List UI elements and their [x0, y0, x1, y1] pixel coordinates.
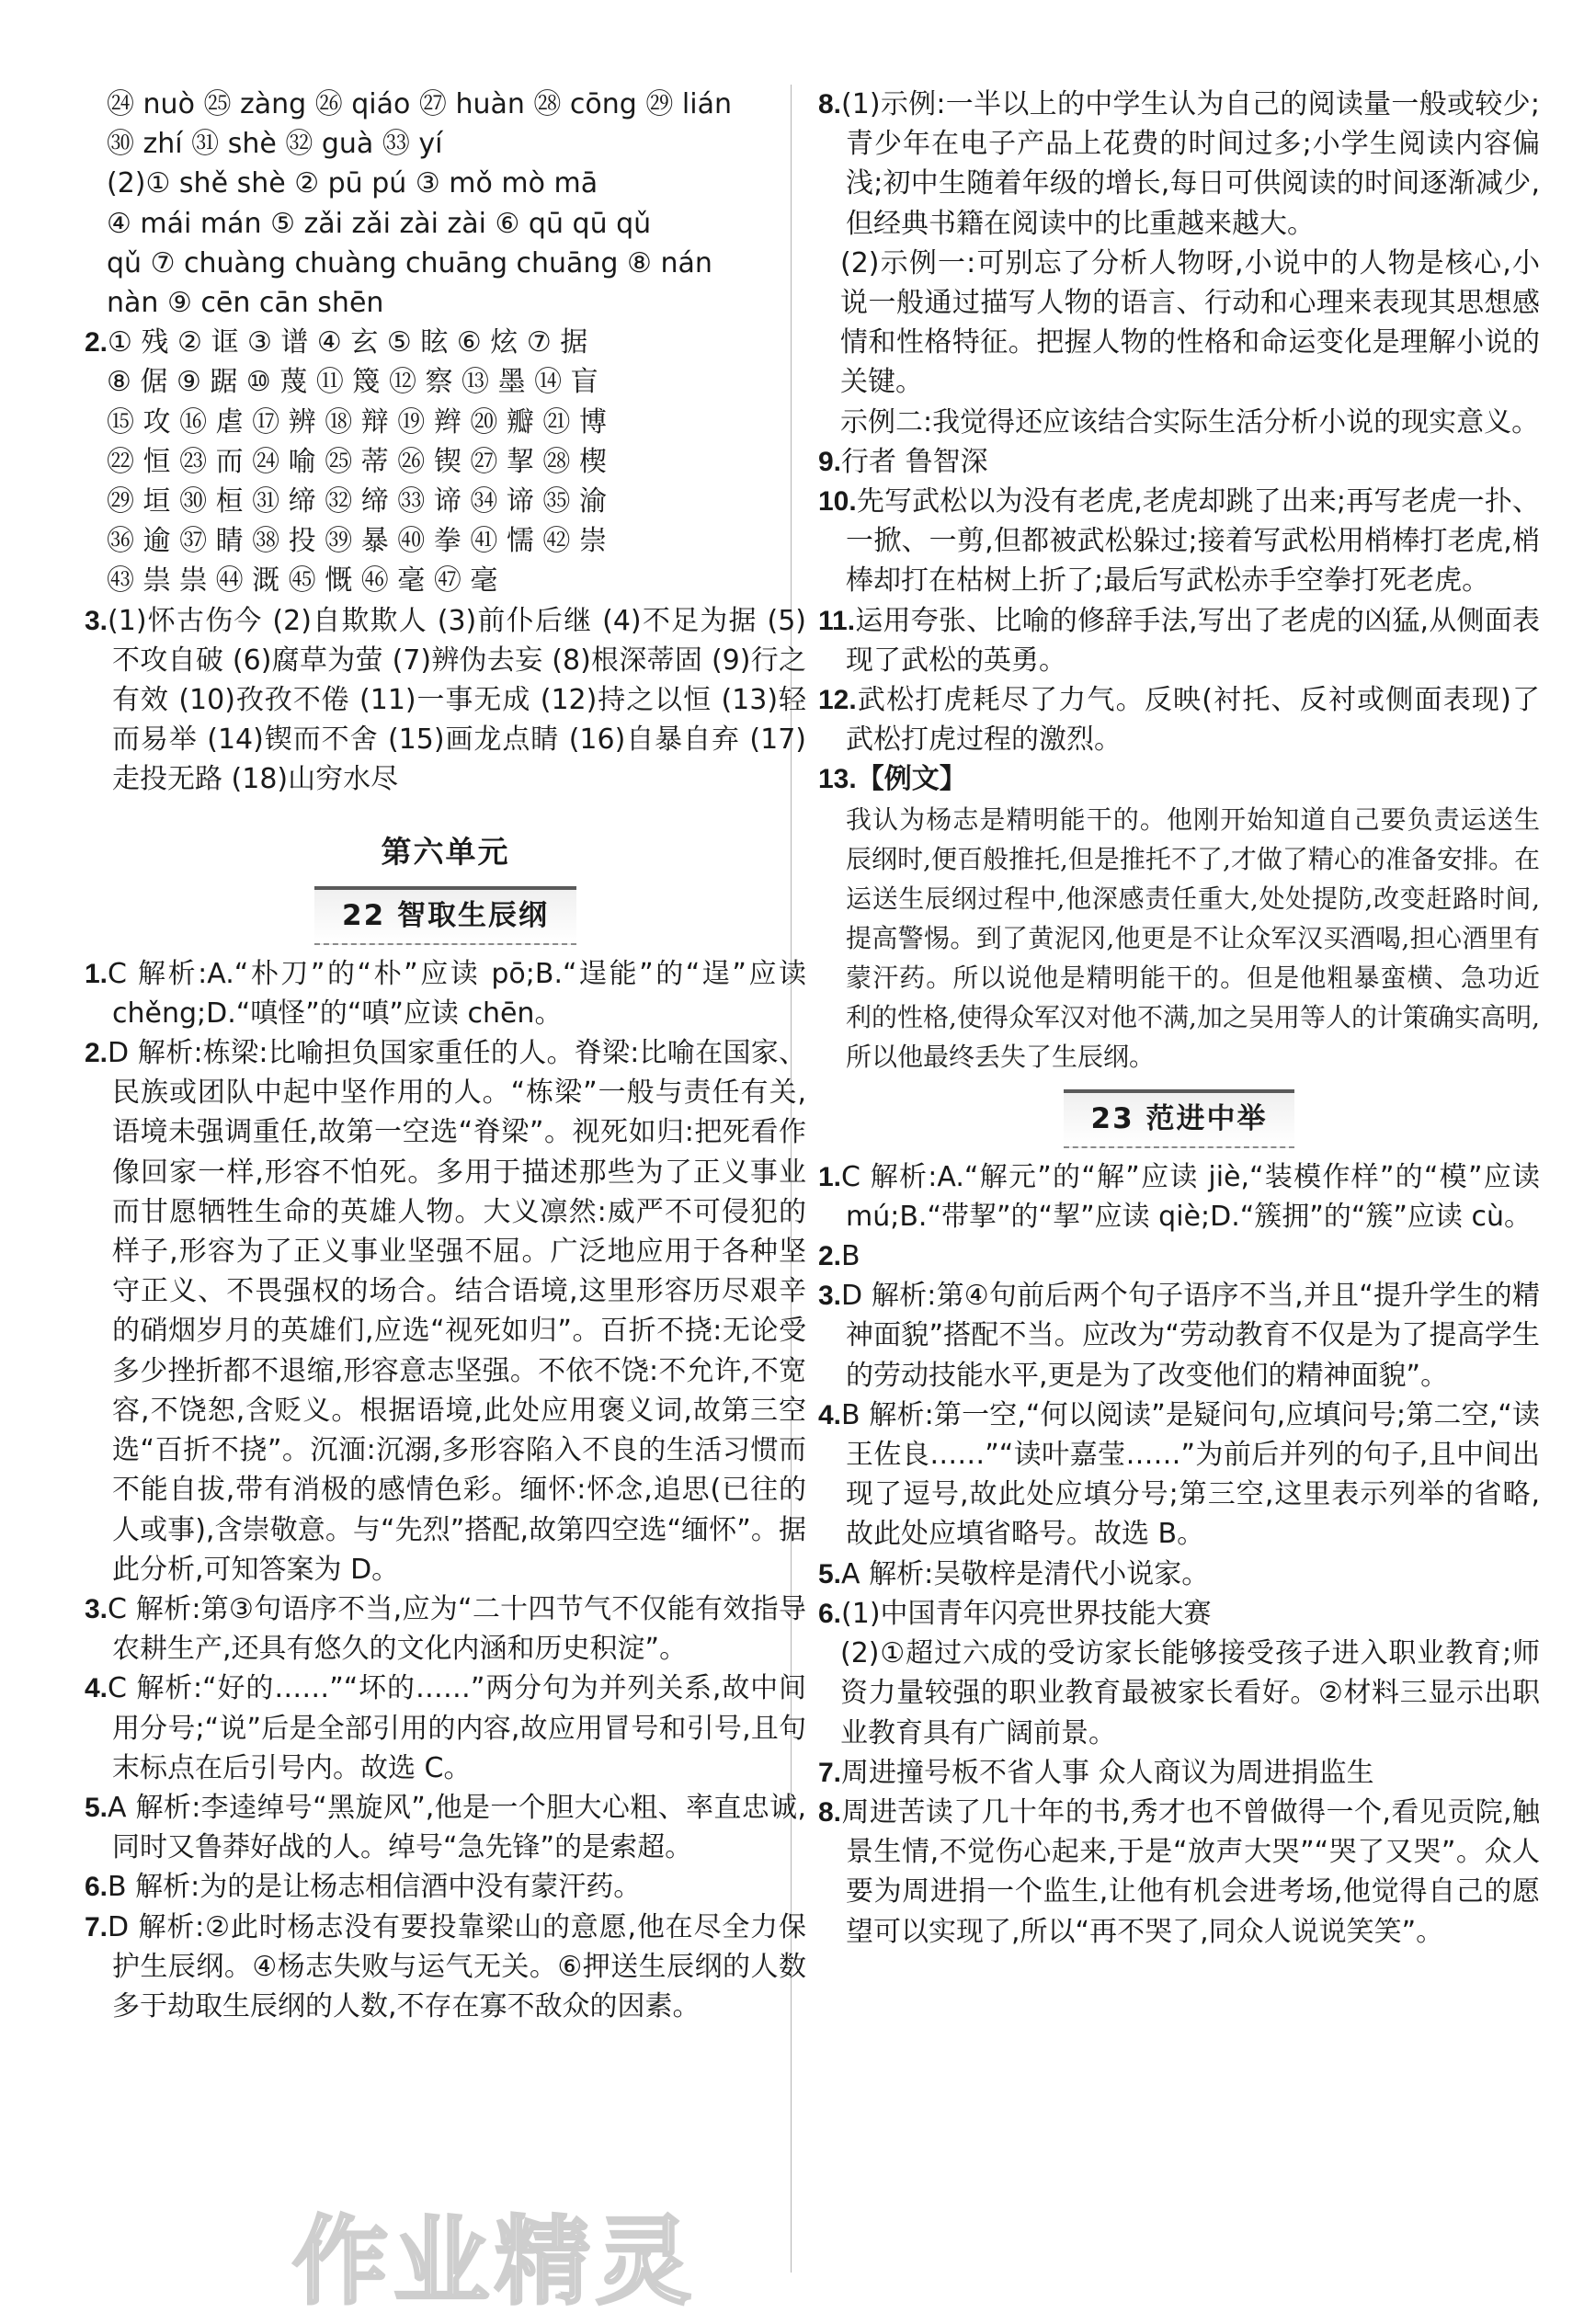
answer-item: 1.C 解析:A.“朴刀”的“朴”应读 pō;B.“逞能”的“逞”应读 chěng;D.“嗔怪”的“嗔”应读 chēn。 [85, 957, 806, 1030]
lesson-23-header [818, 1089, 1540, 1148]
answer-item: (2)①超过六成的受访家长能够接受孩子进入职业教育;师资力量较强的职业教育最被家长看好。②材料三显示出职业教育具有广阔前景。 [840, 1637, 1540, 1749]
answer-item: 4.C 解析:“好的……”“坏的……”两分句为并列关系,故中间用分号;“说”后是全部引用的内容,故应用冒号和引号,且句末标点在后引号内。故选 C。 [85, 1672, 806, 1784]
question-number: 3. [85, 605, 108, 636]
pinyin-line: ㉔ nuò ㉕ zàng ㉖ qiáo ㉗ huàn ㉘ cōng ㉙ lián [107, 88, 732, 120]
unit-title: 第六单元 [381, 833, 510, 870]
left-column [85, 85, 806, 2026]
answer-item: 1.C 解析:A.“解元”的“解”应读 jiè,“装模作样”的“模”应读 mú;B.“带挈”的“挈”应读 qiè;D.“簇拥”的“簇”应读 cù。 [818, 1160, 1540, 1233]
answer-item: 9.行者 鲁智深 [818, 445, 988, 478]
char-line: 2.① 残 ② 诓 ③ 谱 ④ 玄 ⑤ 眩 ⑥ 炫 ⑦ 据 [85, 326, 588, 359]
char-line: ㉙ 垣 ㉚ 桓 ㉛ 缔 ㉜ 缔 ㉝ 谛 ㉞ 谛 ㉟ 渝 [107, 485, 607, 518]
answer-item: 2.D 解析:栋梁:比喻担负国家重任的人。脊梁:比喻在国家、民族或团队中起中坚作用的人。“栋梁”一般与责任有关,语境未强调重任,故第一空选“脊梁”。视死如归:把死看作像回家一样,形容不怕死。多用于描述那些为了正义事业而甘愿牺牲生命的英雄人物。大义凛然:威严不可侵犯的样子,形容为了正义事业坚强不屈。广泛地应用于各种坚守正义、不畏强权的场合。结合语境,这里形容历尽艰辛的硝烟岁月的英雄们,应选“视死如归”。百折不挠:无论受多少挫折都不退缩,形容意志坚强。不依不饶:不允许,不宽容,不饶恕,含贬义。根据语境,此处应用褒义词,故第三空选“百折不挠”。沉湎:沉溺,多形容陷入不良的生活习惯而不能自拔,带有消极的感情色彩。缅怀:怀念,追思(已往的人或事),含崇敬意。与“先烈”搭配,故第四空选“缅怀”。据此分析,可知答案为 D。 [85, 1037, 806, 1586]
answer-item: 6.(1)中国青年闪亮世界技能大赛 [818, 1597, 1212, 1630]
answer-item: 12.武松打虎耗尽了力气。反映(衬托、反衬或侧面表现)了武松打虎过程的激烈。 [818, 684, 1540, 757]
answer-item: 13.【例文】 [818, 764, 967, 795]
char-line: ⑮ 攻 ⑯ 虐 ⑰ 辨 ⑱ 辩 ⑲ 辫 ⑳ 瓣 ㉑ 博 [107, 405, 607, 439]
lesson-title: 23 范进中举 [1064, 1089, 1295, 1148]
pinyin-line: (2)① shě shè ② pū pú ③ mǒ mò mā [107, 167, 598, 200]
lesson-21-answers [818, 85, 1540, 800]
char-line: ㉒ 恒 ㉓ 而 ㉔ 喻 ㉕ 蒂 ㉖ 锲 ㉗ 挈 ㉘ 楔 [107, 445, 607, 478]
question-2-block [85, 323, 806, 600]
answer-item: 6.B 解析:为的是让杨志相信酒中没有蒙汗药。 [85, 1871, 642, 1904]
lesson-23-answers [818, 1157, 1540, 1952]
answer-item: 8.周进苦读了几十年的书,秀才也不曾做得一个,看见贡院,触景生情,不觉伤心起来,于是“放声大哭”“哭了又哭”。众人要为周进捐一个监生,让他有机会进考场,他觉得自己的愿望可以实现了,所以“再不哭了,同众人说说笑笑”。 [818, 1795, 1540, 1948]
pinyin-line: qǔ ⑦ chuàng chuàng chuāng chuāng ⑧ nán [107, 246, 712, 279]
lesson-title: 22 智取生辰纲 [314, 886, 576, 945]
answer-item: 4.B 解析:第一空,“何以阅读”是疑问句,应填问号;第二空,“读王佐良……”“读叶嘉莹……”为前后并列的句子,且中间出现了逗号,故此处应填分号;第三空,这里表示列举的省略,故此处应填省略号。故选 B。 [818, 1398, 1540, 1551]
right-column [818, 85, 1540, 1952]
watermark-logo: 作业精灵 [292, 2205, 698, 2318]
example-essay: 我认为杨志是精明能干的。他刚开始知道自己要负责运送生辰纲时,便百般推托,但是推托不了,才做了精心的准备安排。在运送生辰纲过程中,他深感责任重大,处处提防,改变赶路时间,提高警惕。到了黄泥冈,他更是不让众军汉买酒喝,担心酒里有蒙汗药。所以说他是精明能干的。但是他粗暴蛮横、急功近利的性格,使得众军汉对他不满,加之吴用等人的计策确实高明,所以他最终丢失了生辰纲。 [846, 803, 1540, 1072]
lesson-22-header [85, 886, 806, 945]
pinyin-line: ㉚ zhí ㉛ shè ㉜ guà ㉝ yí [107, 128, 443, 161]
question-3: 3.(1)怀古伤今 (2)自欺欺人 (3)前仆后继 (4)不足为据 (5)不攻自破 (6)腐草为萤 (7)辨伪去妄 (8)根深蒂固 (9)行之有效 (10)孜孜不倦 (11)一事无成 (12)持之以恒 (13)轻而易举 (14)锲而不舍 (15)画龙点睛 (16)自暴自弃 (17)走投无路 (18)山穷水尽 [85, 604, 806, 796]
answer-item: 3.D 解析:第④句前后两个句子语序不当,并且“提升学生的精神面貌”搭配不当。应改为“劳动教育不仅是为了提高学生的劳动技能水平,更是为了改变他们的精神面貌”。 [818, 1280, 1540, 1392]
answer-item: 8.(1)示例:一半以上的中学生认为自己的阅读量一般或较少;青少年在电子产品上花费的时间过多;小学生阅读内容偏浅;初中生随着年级的增长,每日可供阅读的时间逐渐减少,但经典书籍在阅读中的比重越来越大。 [818, 88, 1540, 240]
char-line: ⑧ 倨 ⑨ 踞 ⑩ 蔑 ⑪ 篾 ⑫ 察 ⑬ 墨 ⑭ 盲 [107, 366, 598, 399]
question-number: 2. [85, 327, 108, 359]
char-line: ㊸ 祟 祟 ㊹ 溉 ㊺ 慨 ㊻ 毫 ㊼ 毫 [107, 564, 498, 598]
pinyin-line: nàn ⑨ cēn cān shēn [107, 287, 384, 320]
answer-item: 5.A 解析:吴敬梓是清代小说家。 [818, 1557, 1210, 1590]
answer-item: 2.B [818, 1240, 860, 1273]
pinyin-line: ④ mái mán ⑤ zǎi zǎi zài zài ⑥ qū qū qǔ [107, 207, 652, 240]
answer-item: 7.D 解析:②此时杨志没有要投靠梁山的意愿,他在尽全力保护生辰纲。④杨志失败与运气无关。⑥押送生辰纲的人数多于劫取生辰纲的人数,不存在寡不敌众的因素。 [85, 1910, 806, 2022]
answer-item: 7.周进撞号板不省人事 众人商议为周进捐监生 [818, 1756, 1374, 1789]
answer-item: 示例二:我觉得还应该结合实际生活分析小说的现实意义。 [840, 405, 1540, 439]
answer-item: 5.A 解析:李逵绰号“黑旋风”,他是一个胆大心粗、率直忠诚,同时又鲁莽好战的人。绰号“急先锋”的是索超。 [85, 1791, 806, 1864]
answer-item: 3.C 解析:第③句语序不当,应为“二十四节气不仅能有效指导农耕生产,还具有悠久的文化内涵和历史积淀”。 [85, 1592, 806, 1666]
answer-item: 10.先写武松以为没有老虎,老虎却跳了出来;再写老虎一扑、一掀、一剪,但都被武松躲过;接着写武松用梢棒打老虎,梢棒却打在枯树上折了;最后写武松赤手空拳打死老虎。 [818, 485, 1540, 598]
answer-item: 11.运用夸张、比喻的修辞手法,写出了老虎的凶猛,从侧面表现了武松的英勇。 [818, 604, 1540, 677]
answer-item: (2)示例一:可别忘了分析人物呀,小说中的人物是核心,小说一般通过描写人物的语言、行动和心理来表现其思想感情和性格特征。把握人物的性格和命运变化是理解小说的关键。 [840, 246, 1540, 399]
pinyin-block [85, 85, 806, 323]
char-line: ㊱ 逾 ㊲ 睛 ㊳ 投 ㊴ 暴 ㊵ 拳 ㊶ 懦 ㊷ 崇 [107, 525, 607, 558]
lesson-22-answers [85, 954, 806, 2026]
